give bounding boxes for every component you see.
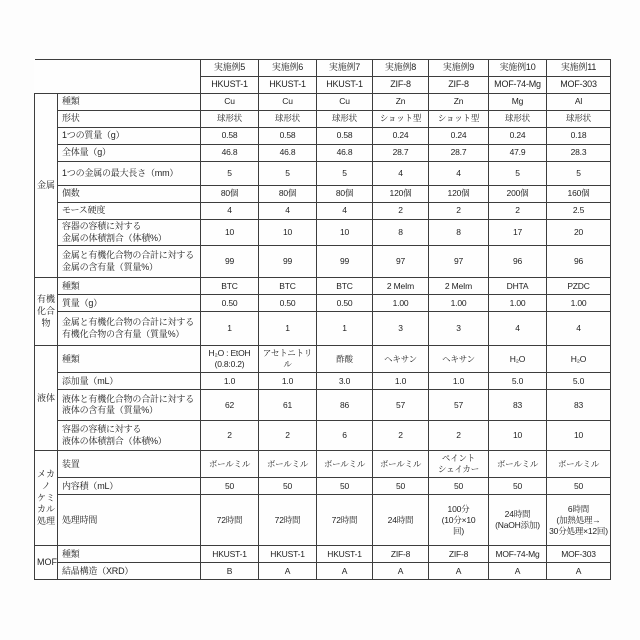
column-subheader: ZIF-8 (373, 77, 429, 94)
table-cell: 0.24 (489, 128, 547, 145)
column-header: 実施例5 (201, 60, 259, 77)
table-cell: Cu (201, 94, 259, 111)
table-cell: 4 (201, 203, 259, 220)
table-cell: 57 (373, 390, 429, 421)
table-cell: 83 (489, 390, 547, 421)
table-cell: 4 (429, 162, 489, 186)
table-cell: 96 (489, 246, 547, 278)
table-cell: 球形状 (547, 111, 611, 128)
row-label: 種類 (58, 278, 201, 295)
table-cell: 72時間 (259, 495, 317, 546)
table-cell: 2 (259, 421, 317, 451)
row-label: 形状 (58, 111, 201, 128)
table-row (35, 186, 611, 203)
table-cell: 200個 (489, 186, 547, 203)
table-cell: Mg (489, 94, 547, 111)
row-label: 種類 (58, 546, 201, 563)
table-cell: ボールミル (201, 451, 259, 478)
table-cell: 0.50 (317, 295, 373, 312)
table-cell: H₂O (489, 346, 547, 373)
table-cell: 4 (317, 203, 373, 220)
table-cell: 5.0 (547, 373, 611, 390)
table-row (35, 246, 611, 278)
row-group-label: MOF (35, 546, 58, 580)
table-cell: 2 (429, 421, 489, 451)
table-cell: 97 (373, 246, 429, 278)
table-cell: ボールミル (317, 451, 373, 478)
table-cell: 80個 (317, 186, 373, 203)
table-cell: 10 (547, 421, 611, 451)
table-row (35, 94, 611, 111)
table-cell: 8 (429, 220, 489, 246)
column-header: 実施例8 (373, 60, 429, 77)
table-cell: Zn (429, 94, 489, 111)
table-cell: H₂O (547, 346, 611, 373)
table-cell: ショット型 (373, 111, 429, 128)
table-row (35, 563, 611, 580)
table-cell: 10 (259, 220, 317, 246)
table-row (35, 421, 611, 451)
table-cell: 0.24 (373, 128, 429, 145)
table-cell: 10 (201, 220, 259, 246)
table-cell: 1.0 (429, 373, 489, 390)
column-subheader: HKUST-1 (317, 77, 373, 94)
table-cell: 50 (489, 478, 547, 495)
experiment-table-wrapper (34, 59, 611, 580)
row-label: 液体と有機化合物の合計に対する 液体の含有量（質量%） (58, 390, 201, 421)
table-cell: 5 (547, 162, 611, 186)
table-cell: 46.8 (317, 145, 373, 162)
table-row (35, 203, 611, 220)
table-cell: 0.58 (259, 128, 317, 145)
column-subheader: ZIF-8 (429, 77, 489, 94)
table-cell: MOF-303 (547, 546, 611, 563)
table-cell: 4 (489, 312, 547, 346)
table-cell: 1.0 (373, 373, 429, 390)
table-cell: 6時間 (加熱処理→ 30分処理×12回) (547, 495, 611, 546)
table-cell: 47.9 (489, 145, 547, 162)
table-row (35, 546, 611, 563)
experiment-conditions-table (34, 59, 611, 580)
table-cell: 80個 (259, 186, 317, 203)
table-cell: 1.00 (373, 295, 429, 312)
table-cell: 1.0 (259, 373, 317, 390)
row-group-label: メカノ ケミカル 処理 (35, 451, 58, 546)
table-cell: 5.0 (489, 373, 547, 390)
table-cell: 5 (201, 162, 259, 186)
table-cell: 46.8 (259, 145, 317, 162)
table-cell: 10 (317, 220, 373, 246)
table-cell: ボールミル (373, 451, 429, 478)
table-cell: 球形状 (259, 111, 317, 128)
row-group-label: 有機 化合物 (35, 278, 58, 346)
table-cell: 1 (201, 312, 259, 346)
table-cell: 57 (429, 390, 489, 421)
table-cell: BTC (259, 278, 317, 295)
table-cell: 1.00 (547, 295, 611, 312)
table-cell: 99 (259, 246, 317, 278)
table-cell: Al (547, 94, 611, 111)
table-row (35, 373, 611, 390)
table-cell: BTC (201, 278, 259, 295)
table-cell: ボールミル (259, 451, 317, 478)
table-cell: HKUST-1 (317, 546, 373, 563)
row-label: モース硬度 (58, 203, 201, 220)
table-row (35, 478, 611, 495)
table-cell: 4 (373, 162, 429, 186)
table-row (35, 312, 611, 346)
table-cell: 28.7 (373, 145, 429, 162)
row-label: 金属と有機化合物の合計に対する 金属の含有量（質量%） (58, 246, 201, 278)
table-cell: 5 (259, 162, 317, 186)
table-cell: A (429, 563, 489, 580)
table-row (35, 128, 611, 145)
table-cell: 24時間 (NaOH添加) (489, 495, 547, 546)
table-cell: Cu (259, 94, 317, 111)
table-cell: 20 (547, 220, 611, 246)
table-row (35, 145, 611, 162)
table-cell: 2 MeIm (429, 278, 489, 295)
table-row (35, 451, 611, 478)
table-cell: MOF-74-Mg (489, 546, 547, 563)
table-cell: Cu (317, 94, 373, 111)
table-cell: 46.8 (201, 145, 259, 162)
table-cell: 62 (201, 390, 259, 421)
table-cell: 2 (489, 203, 547, 220)
row-label: 容器の容積に対する 金属の体積割合（体積%） (58, 220, 201, 246)
table-row (35, 346, 611, 373)
table-cell: 0.58 (201, 128, 259, 145)
table-cell: 3 (429, 312, 489, 346)
table-row (35, 278, 611, 295)
table-cell: 50 (373, 478, 429, 495)
table-cell: 球形状 (201, 111, 259, 128)
table-cell: 5 (489, 162, 547, 186)
table-cell: 0.24 (429, 128, 489, 145)
table-row (35, 111, 611, 128)
row-group-label: 金属 (35, 94, 58, 278)
table-cell: 50 (547, 478, 611, 495)
table-cell: 28.3 (547, 145, 611, 162)
table-cell: 1.00 (429, 295, 489, 312)
table-cell: 1.00 (489, 295, 547, 312)
table-cell: 4 (547, 312, 611, 346)
table-row (35, 295, 611, 312)
table-cell: 0.18 (547, 128, 611, 145)
row-label: 質量（g） (58, 295, 201, 312)
table-cell: 160個 (547, 186, 611, 203)
table-cell: 100分 (10分×10 回) (429, 495, 489, 546)
table-cell: 86 (317, 390, 373, 421)
table-row (35, 220, 611, 246)
table-cell: A (547, 563, 611, 580)
table-row (35, 390, 611, 421)
table-cell: DHTA (489, 278, 547, 295)
table-cell: A (317, 563, 373, 580)
table-cell: 17 (489, 220, 547, 246)
table-row (35, 495, 611, 546)
table-cell: 120個 (429, 186, 489, 203)
table-body (35, 94, 611, 580)
row-label: 個数 (58, 186, 201, 203)
table-cell: 1 (317, 312, 373, 346)
table-cell: 酢酸 (317, 346, 373, 373)
table-row (35, 162, 611, 186)
table-cell: ボールミル (489, 451, 547, 478)
table-cell: HKUST-1 (201, 546, 259, 563)
table-cell: 8 (373, 220, 429, 246)
row-label: 金属と有機化合物の合計に対する 有機化合物の含有量（質量%） (58, 312, 201, 346)
table-cell: 50 (317, 478, 373, 495)
row-label: 装置 (58, 451, 201, 478)
row-label: 種類 (58, 94, 201, 111)
column-subheader: HKUST-1 (259, 77, 317, 94)
table-cell: 0.50 (259, 295, 317, 312)
table-cell: 83 (547, 390, 611, 421)
row-label: 処理時間 (58, 495, 201, 546)
table-cell: 96 (547, 246, 611, 278)
table-cell: B (201, 563, 259, 580)
table-cell: 2 (373, 421, 429, 451)
table-cell: 50 (259, 478, 317, 495)
column-header: 実施例9 (429, 60, 489, 77)
table-cell: 6 (317, 421, 373, 451)
table-cell: 10 (489, 421, 547, 451)
table-cell: 2.5 (547, 203, 611, 220)
table-cell: 99 (201, 246, 259, 278)
table-cell: 2 MeIm (373, 278, 429, 295)
table-cell: 50 (201, 478, 259, 495)
table-cell: アセトニトリル (259, 346, 317, 373)
table-cell: PZDC (547, 278, 611, 295)
column-header: 実施例10 (489, 60, 547, 77)
column-subheader: MOF-303 (547, 77, 611, 94)
table-cell: 1.0 (201, 373, 259, 390)
column-subheader: MOF-74-Mg (489, 77, 547, 94)
table-cell: Zn (373, 94, 429, 111)
table-cell: 80個 (201, 186, 259, 203)
table-cell: 2 (201, 421, 259, 451)
table-cell: ZIF-8 (429, 546, 489, 563)
table-cell: ZIF-8 (373, 546, 429, 563)
table-cell: 97 (429, 246, 489, 278)
table-cell: ショット型 (429, 111, 489, 128)
column-header: 実施例6 (259, 60, 317, 77)
row-label: 内容積（mL） (58, 478, 201, 495)
table-cell: 72時間 (201, 495, 259, 546)
table-cell: 99 (317, 246, 373, 278)
table-cell: ボールミル (547, 451, 611, 478)
table-cell: 50 (429, 478, 489, 495)
column-subheader: HKUST-1 (201, 77, 259, 94)
column-header: 実施例11 (547, 60, 611, 77)
table-cell: BTC (317, 278, 373, 295)
row-label: 1つの質量（g） (58, 128, 201, 145)
table-cell: 0.50 (201, 295, 259, 312)
table-cell: A (489, 563, 547, 580)
table-cell: 4 (259, 203, 317, 220)
table-cell: ペイント シェイカー (429, 451, 489, 478)
table-cell: 28.7 (429, 145, 489, 162)
table-cell: 0.58 (317, 128, 373, 145)
table-cell: H₂O : EtOH (0.8:0.2) (201, 346, 259, 373)
table-cell: ヘキサン (429, 346, 489, 373)
table-cell: 120個 (373, 186, 429, 203)
row-label: 結晶構造（XRD） (58, 563, 201, 580)
table-cell: 24時間 (373, 495, 429, 546)
table-cell: A (259, 563, 317, 580)
row-label: 全体量（g） (58, 145, 201, 162)
table-cell: 3 (373, 312, 429, 346)
table-cell: 2 (429, 203, 489, 220)
table-cell: 5 (317, 162, 373, 186)
table-cell: 2 (373, 203, 429, 220)
table-cell: 3.0 (317, 373, 373, 390)
table-cell: 61 (259, 390, 317, 421)
row-label: 容器の容積に対する 液体の体積割合（体積%） (58, 421, 201, 451)
table-cell: 1 (259, 312, 317, 346)
table-cell: 球形状 (489, 111, 547, 128)
column-header: 実施例7 (317, 60, 373, 77)
row-label: 1つの金属の最大長さ（mm） (58, 162, 201, 186)
row-label: 添加量（mL） (58, 373, 201, 390)
table-cell: 72時間 (317, 495, 373, 546)
table-corner-cell (35, 60, 201, 94)
table-cell: A (373, 563, 429, 580)
row-group-label: 液体 (35, 346, 58, 451)
table-cell: 球形状 (317, 111, 373, 128)
table-header (35, 60, 611, 94)
table-cell: HKUST-1 (259, 546, 317, 563)
row-label: 種類 (58, 346, 201, 373)
table-cell: ヘキサン (373, 346, 429, 373)
